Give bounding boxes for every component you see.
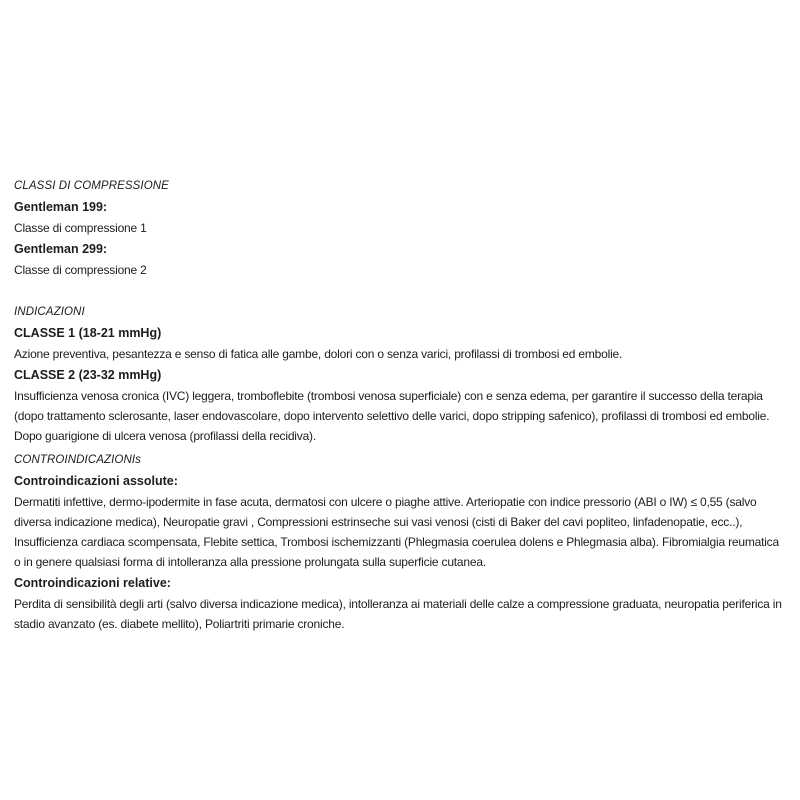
paragraph-relative-contraindications: Perdita di sensibilità degli arti (salvo diversa indicazione medica), intolleranza ai materiali delle calze a compressione graduata, neuropatia periferica in stadio avanzato (es. diabete mellito), Poliartriti primarie croniche.: [14, 597, 782, 631]
paragraph-classe-2-indications: Insufficienza venosa cronica (IVC) leggera, tromboflebite (trombosi venosa superficiale) con e senza edema, per garantire il successo della terapia (dopo trattamento sclerosante, laser endovascolare, dopo intervento selettivo delle varici, dopo stripping safenico), profilassi di trombosi ed embolie. Dopo guarigione di ulcera venosa (profilassi della recidiva).: [14, 389, 770, 443]
section-contraindications: [14, 450, 786, 634]
label-gentleman-299: Gentleman 299:: [14, 242, 108, 256]
label-relative-contraindications: Controindicazioni relative:: [14, 576, 171, 590]
text-gentleman-299-class: Classe di compressione 2: [14, 263, 147, 277]
section-compression-classes: [14, 176, 786, 280]
label-classe-2: CLASSE 2 (23-32 mmHg): [14, 368, 162, 382]
paragraph-absolute-contraindications: Dermatiti infettive, dermo-ipodermite in fase acuta, dermatosi con ulcere o piaghe attive. Arteriopatie con indice pressorio (ABI o IW) ≤ 0,55 (salvo diversa indicazione medica), Neuropatie gravi , Compressioni estrinseche sui vasi venosi (cisti di Baker del cavi popliteo, linfadenopatie, ecc..), Insufficienza cardiaca scompensata, Flebite settica, Trombosi ischemizzanti (Phlegmasia coerulea dolens e Phlegmasia alba). Fibromialgia reumatica o in genere qualsiasi forma di intolleranza alla pressione prolungata sulla superficie cutanea.: [14, 495, 779, 569]
label-absolute-contraindications: Controindicazioni assolute:: [14, 474, 178, 488]
section-heading-contraindications: CONTROINDICAZIONIs: [14, 454, 142, 466]
section-heading-indications: INDICAZIONI: [14, 306, 85, 318]
paragraph-classe-1-indications: Azione preventiva, pesantezza e senso di fatica alle gambe, dolori con o senza varici, profilassi di trombosi ed embolie.: [14, 347, 623, 361]
text-gentleman-199-class: Classe di compressione 1: [14, 221, 147, 235]
label-classe-1: CLASSE 1 (18-21 mmHg): [14, 326, 162, 340]
section-heading-compression-classes: CLASSI DI COMPRESSIONE: [14, 180, 169, 192]
label-gentleman-199: Gentleman 199:: [14, 200, 108, 214]
section-indications: [14, 302, 786, 446]
